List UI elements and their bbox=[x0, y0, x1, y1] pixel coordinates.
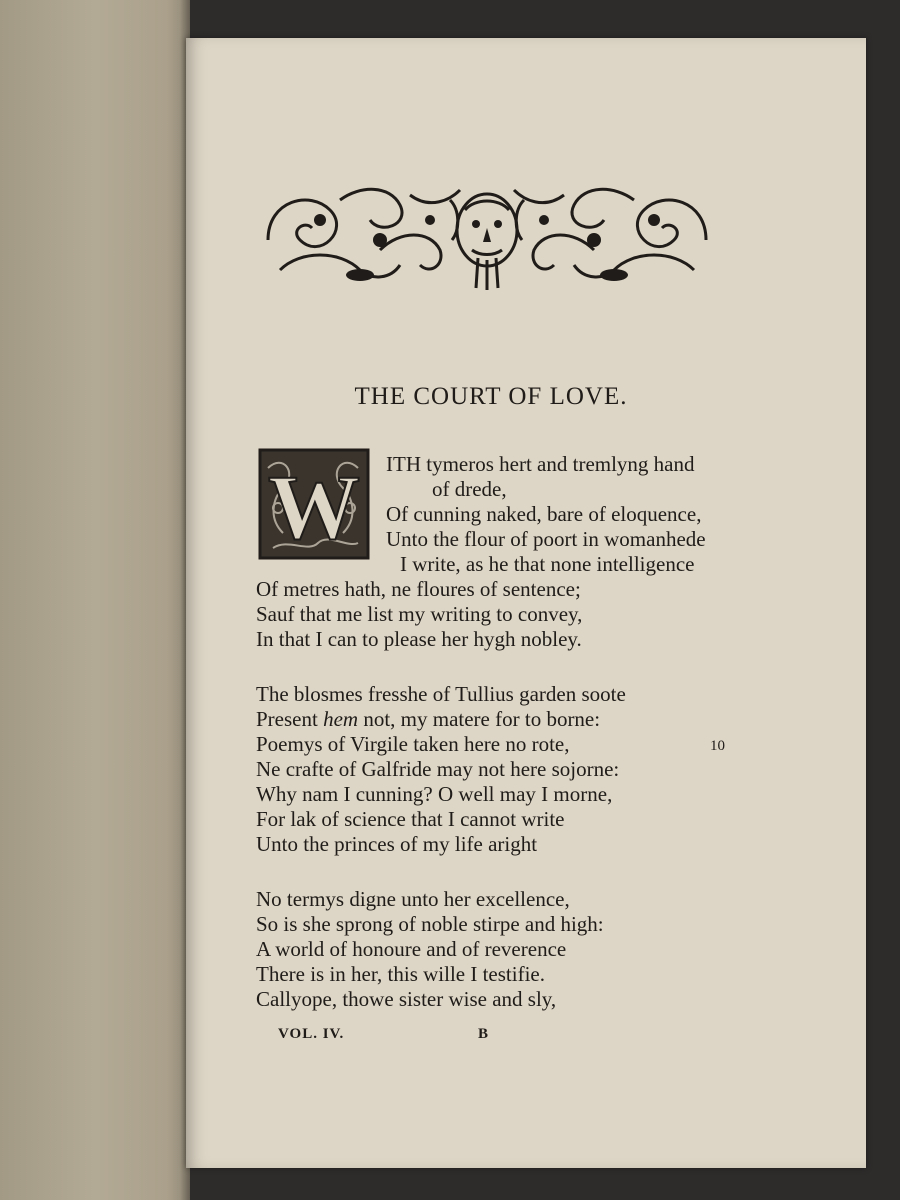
poem-title: THE COURT OF LOVE. bbox=[354, 383, 628, 410]
volume-footer: VOL. IV. bbox=[278, 1026, 345, 1042]
poem-line: Why nam I cunning? O well may I morne, bbox=[256, 782, 613, 806]
poem-line: So is she sprong of noble stirpe and high: bbox=[256, 912, 604, 936]
poem-line: Callyope, thowe sister wise and sly, bbox=[256, 987, 557, 1011]
poem-line: Sauf that me list my writing to convey, bbox=[256, 602, 583, 626]
italic-word: hem bbox=[323, 707, 359, 731]
poem-line: In that I can to please her hygh nobley. bbox=[256, 627, 582, 651]
poem-line: For lak of science that I cannot write bbox=[256, 807, 565, 831]
poem-line: I write, as he that none intelligence bbox=[400, 552, 695, 576]
poem-line: Of metres hath, ne floures of sentence; bbox=[256, 577, 581, 601]
poem-line: Poemys of Virgile taken here no rote, bbox=[256, 732, 570, 756]
poem-line: of drede, bbox=[432, 477, 507, 501]
poem-line: Of cunning naked, bare of eloquence, bbox=[386, 502, 702, 526]
poem-line: Ne crafte of Galfride may not here sojorne: bbox=[256, 757, 620, 781]
facing-page bbox=[0, 0, 190, 1200]
poem-line: Unto the flour of poort in womanhede bbox=[386, 527, 706, 551]
poem-line: ITH tymeros hert and tremlyng hand bbox=[386, 452, 695, 476]
poem-line: No termys digne unto her excellence, bbox=[256, 887, 570, 911]
poem-line: Present hem not, my matere for to borne: bbox=[256, 707, 601, 731]
line-number: 10 bbox=[710, 738, 725, 754]
poem-line: There is in her, this wille I testifie. bbox=[256, 962, 545, 986]
poem-line: A world of honoure and of reverence bbox=[256, 937, 567, 961]
signature-mark: B bbox=[478, 1026, 490, 1042]
poem-line: Unto the princes of my life aright bbox=[256, 832, 538, 856]
ornamental-headpiece bbox=[260, 180, 714, 292]
initial-letter: W bbox=[268, 456, 360, 558]
poem-line: The blosmes fresshe of Tullius garden soote bbox=[256, 682, 626, 706]
decorated-initial bbox=[258, 448, 370, 560]
book-page bbox=[186, 38, 866, 1168]
